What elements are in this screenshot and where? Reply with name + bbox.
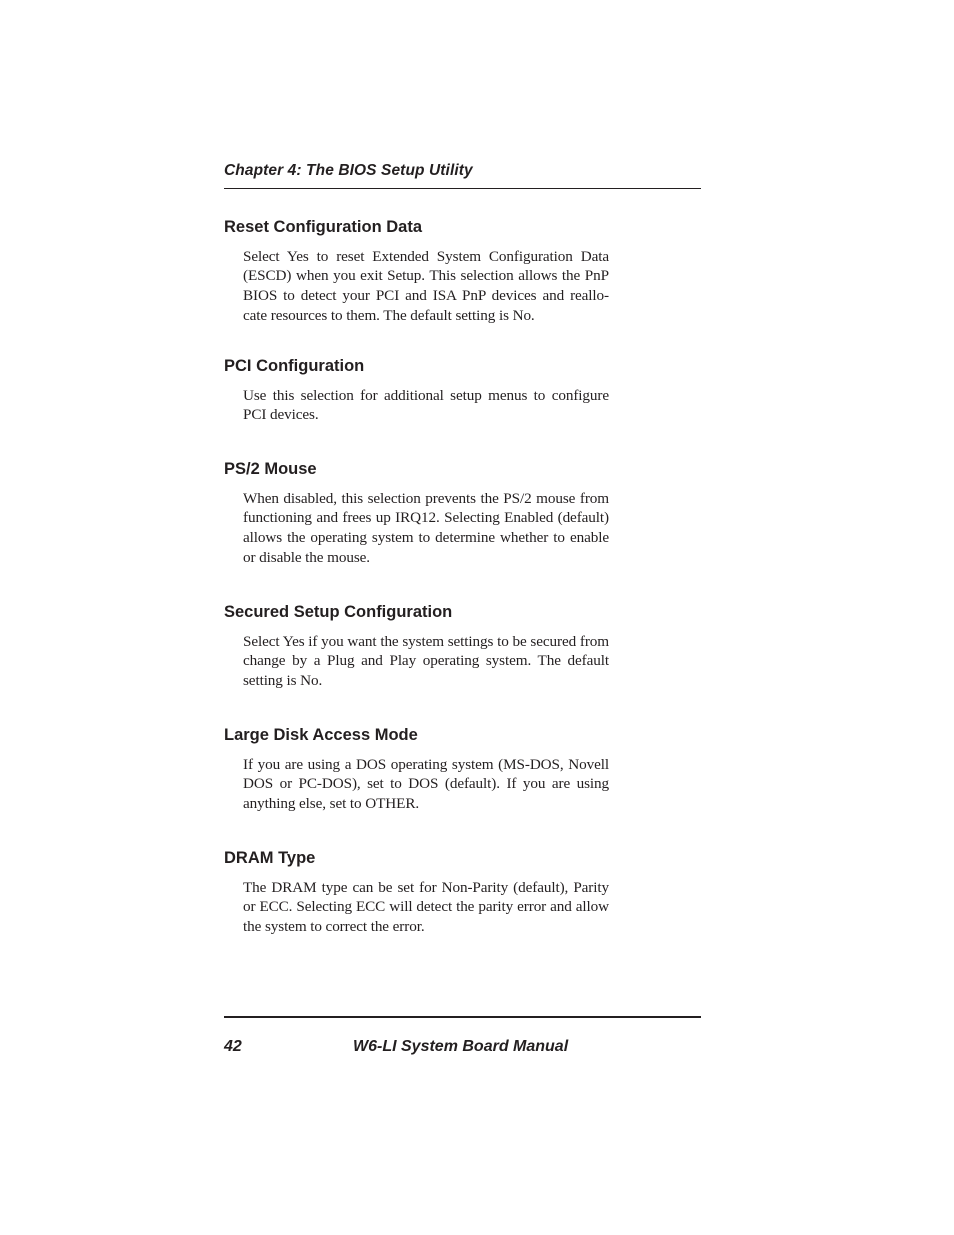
- manual-title: W6-LI System Board Manual: [353, 1038, 569, 1055]
- section-body: The DRAM type can be set for Non-Parity (default), Parity or ECC. Selecting ECC will detect the parity error and allow the system to correct the error.: [243, 878, 609, 935]
- section-heading: DRAM Type: [224, 849, 316, 867]
- page-number: 42: [224, 1038, 242, 1055]
- section-secured-setup-configuration: [224, 603, 609, 691]
- running-header-title: Chapter 4: The BIOS Setup Utility: [224, 162, 473, 179]
- section-dram-type: [224, 849, 609, 937]
- section-heading: Secured Setup Configuration: [224, 603, 453, 621]
- section-ps2-mouse: [224, 460, 609, 567]
- section-heading: PCI Configuration: [224, 357, 365, 375]
- section-heading: PS/2 Mouse: [224, 460, 317, 478]
- section-body: Select Yes if you want the system settings to be secured from change by a Plug and Play operating system. The default setting is No.: [243, 632, 609, 689]
- section-body: Use this selection for additional setup menus to configure PCI devices.: [243, 386, 609, 424]
- section-body: Select Yes to reset Extended System Configuration Data (ESCD) when you exit Setup. This selection allows the PnP BIOS to detect your PCI and ISA PnP devices and reallo-cate resources to them. The default setting is No.: [243, 247, 609, 324]
- section-pci-configuration: [224, 357, 609, 425]
- section-reset-configuration-data: [224, 218, 609, 325]
- section-large-disk-access-mode: [224, 726, 609, 814]
- header-rule: [224, 188, 701, 189]
- section-heading: Large Disk Access Mode: [224, 726, 418, 744]
- section-heading: Reset Configuration Data: [224, 218, 423, 236]
- section-body: When disabled, this selection prevents the PS/2 mouse from functioning and frees up IRQ12. Selecting Enabled (default) allows the operating system to determine whether to enable or disable the mouse.: [243, 489, 609, 566]
- footer-rule: [224, 1016, 701, 1018]
- section-body: If you are using a DOS operating system (MS-DOS, Novell DOS or PC-DOS), set to DOS (default). If you are using anything else, set to OTHER.: [243, 755, 609, 812]
